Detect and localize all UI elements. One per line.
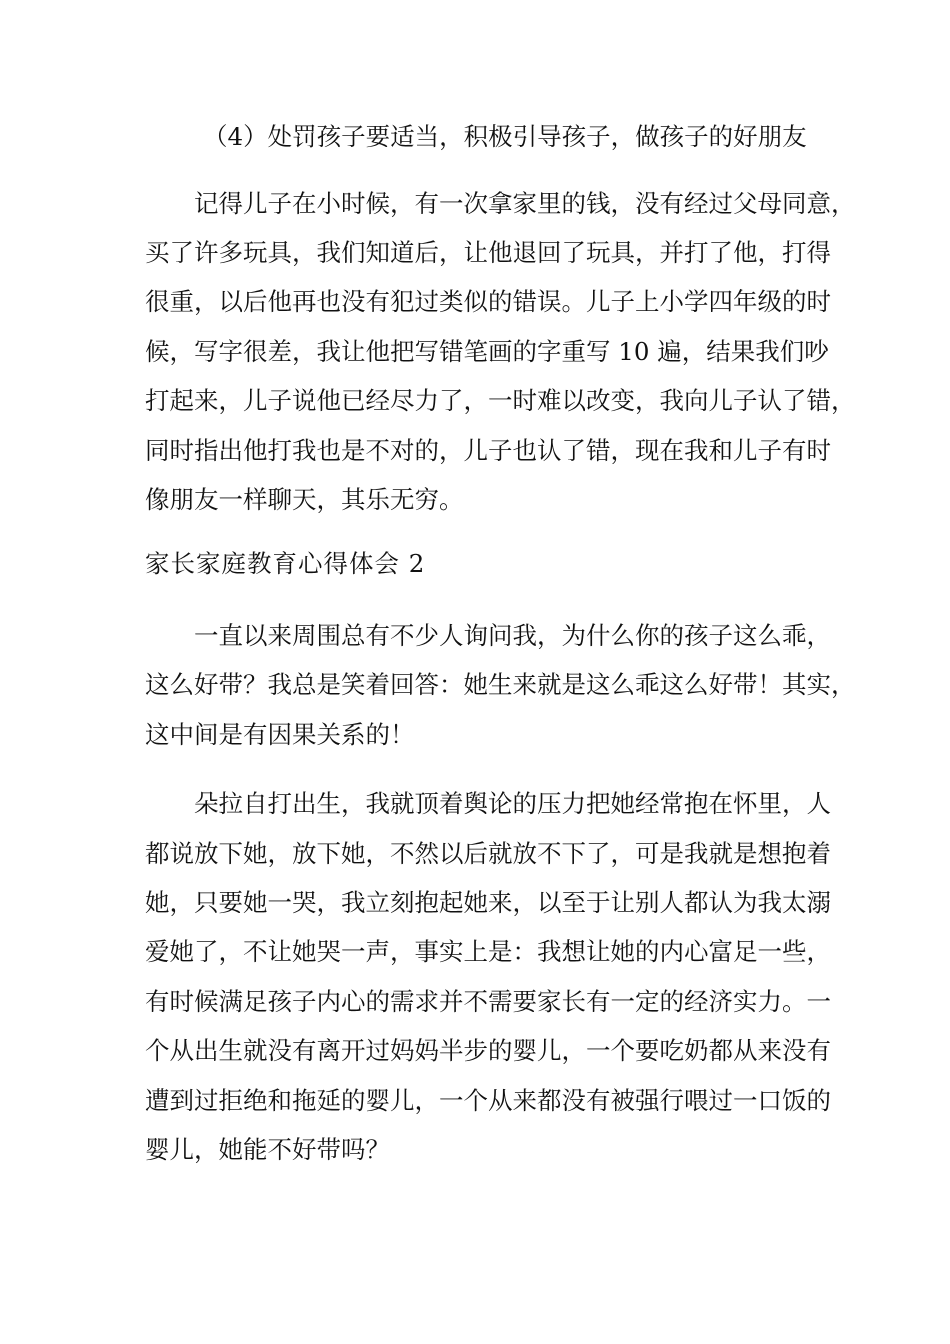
paragraph-1-line-6: 同时指出他打我也是不对的，儿子也认了错，现在我和儿子有时 [145, 436, 831, 465]
paragraph-3-line-6: 个从出生就没有离开过妈妈半步的婴儿，一个要吃奶都从来没有 [145, 1036, 831, 1065]
paragraph-3-line-1: 朵拉自打出生，我就顶着舆论的压力把她经常抱在怀里，人 [194, 789, 831, 818]
section-title: 家长家庭教育心得体会 2 [145, 549, 426, 578]
paragraph-3-line-5: 有时候满足孩子内心的需求并不需要家长有一定的经济实力。一 [145, 987, 831, 1016]
paragraph-3-line-8: 婴儿，她能不好带吗？ [145, 1135, 390, 1164]
paragraph-3-line-2: 都说放下她，放下她，不然以后就放不下了，可是我就是想抱着 [145, 839, 831, 868]
paragraph-2-line-3: 这中间是有因果关系的！ [145, 720, 415, 749]
subheading: （4）处罚孩子要适当，积极引导孩子，做孩子的好朋友 [203, 122, 807, 151]
paragraph-1-line-5: 打起来，儿子说他已经尽力了，一时难以改变，我向儿子认了错， [145, 386, 856, 415]
paragraph-2-line-1: 一直以来周围总有不少人询问我，为什么你的孩子这么乖， [194, 621, 831, 650]
paragraph-1-line-7: 像朋友一样聊天，其乐无穷。 [145, 485, 464, 514]
paragraph-1-line-1: 记得儿子在小时候，有一次拿家里的钱，没有经过父母同意， [194, 189, 856, 218]
paragraph-2-line-2: 这么好带？我总是笑着回答：她生来就是这么乖这么好带！其实， [145, 670, 856, 699]
paragraph-3-line-3: 她，只要她一哭，我立刻抱起她来，以至于让别人都认为我太溺 [145, 888, 831, 917]
paragraph-1-line-2: 买了许多玩具，我们知道后，让他退回了玩具，并打了他，打得 [145, 238, 831, 267]
paragraph-3-line-7: 遭到过拒绝和拖延的婴儿，一个从来都没有被强行喂过一口饭的 [145, 1086, 831, 1115]
paragraph-1-line-4: 候，写字很差，我让他把写错笔画的字重写 10 遍，结果我们吵 [145, 337, 829, 366]
paragraph-1-line-3: 很重，以后他再也没有犯过类似的错误。儿子上小学四年级的时 [145, 287, 831, 316]
paragraph-3-line-4: 爱她了，不让她哭一声，事实上是：我想让她的内心富足一些， [145, 937, 831, 966]
